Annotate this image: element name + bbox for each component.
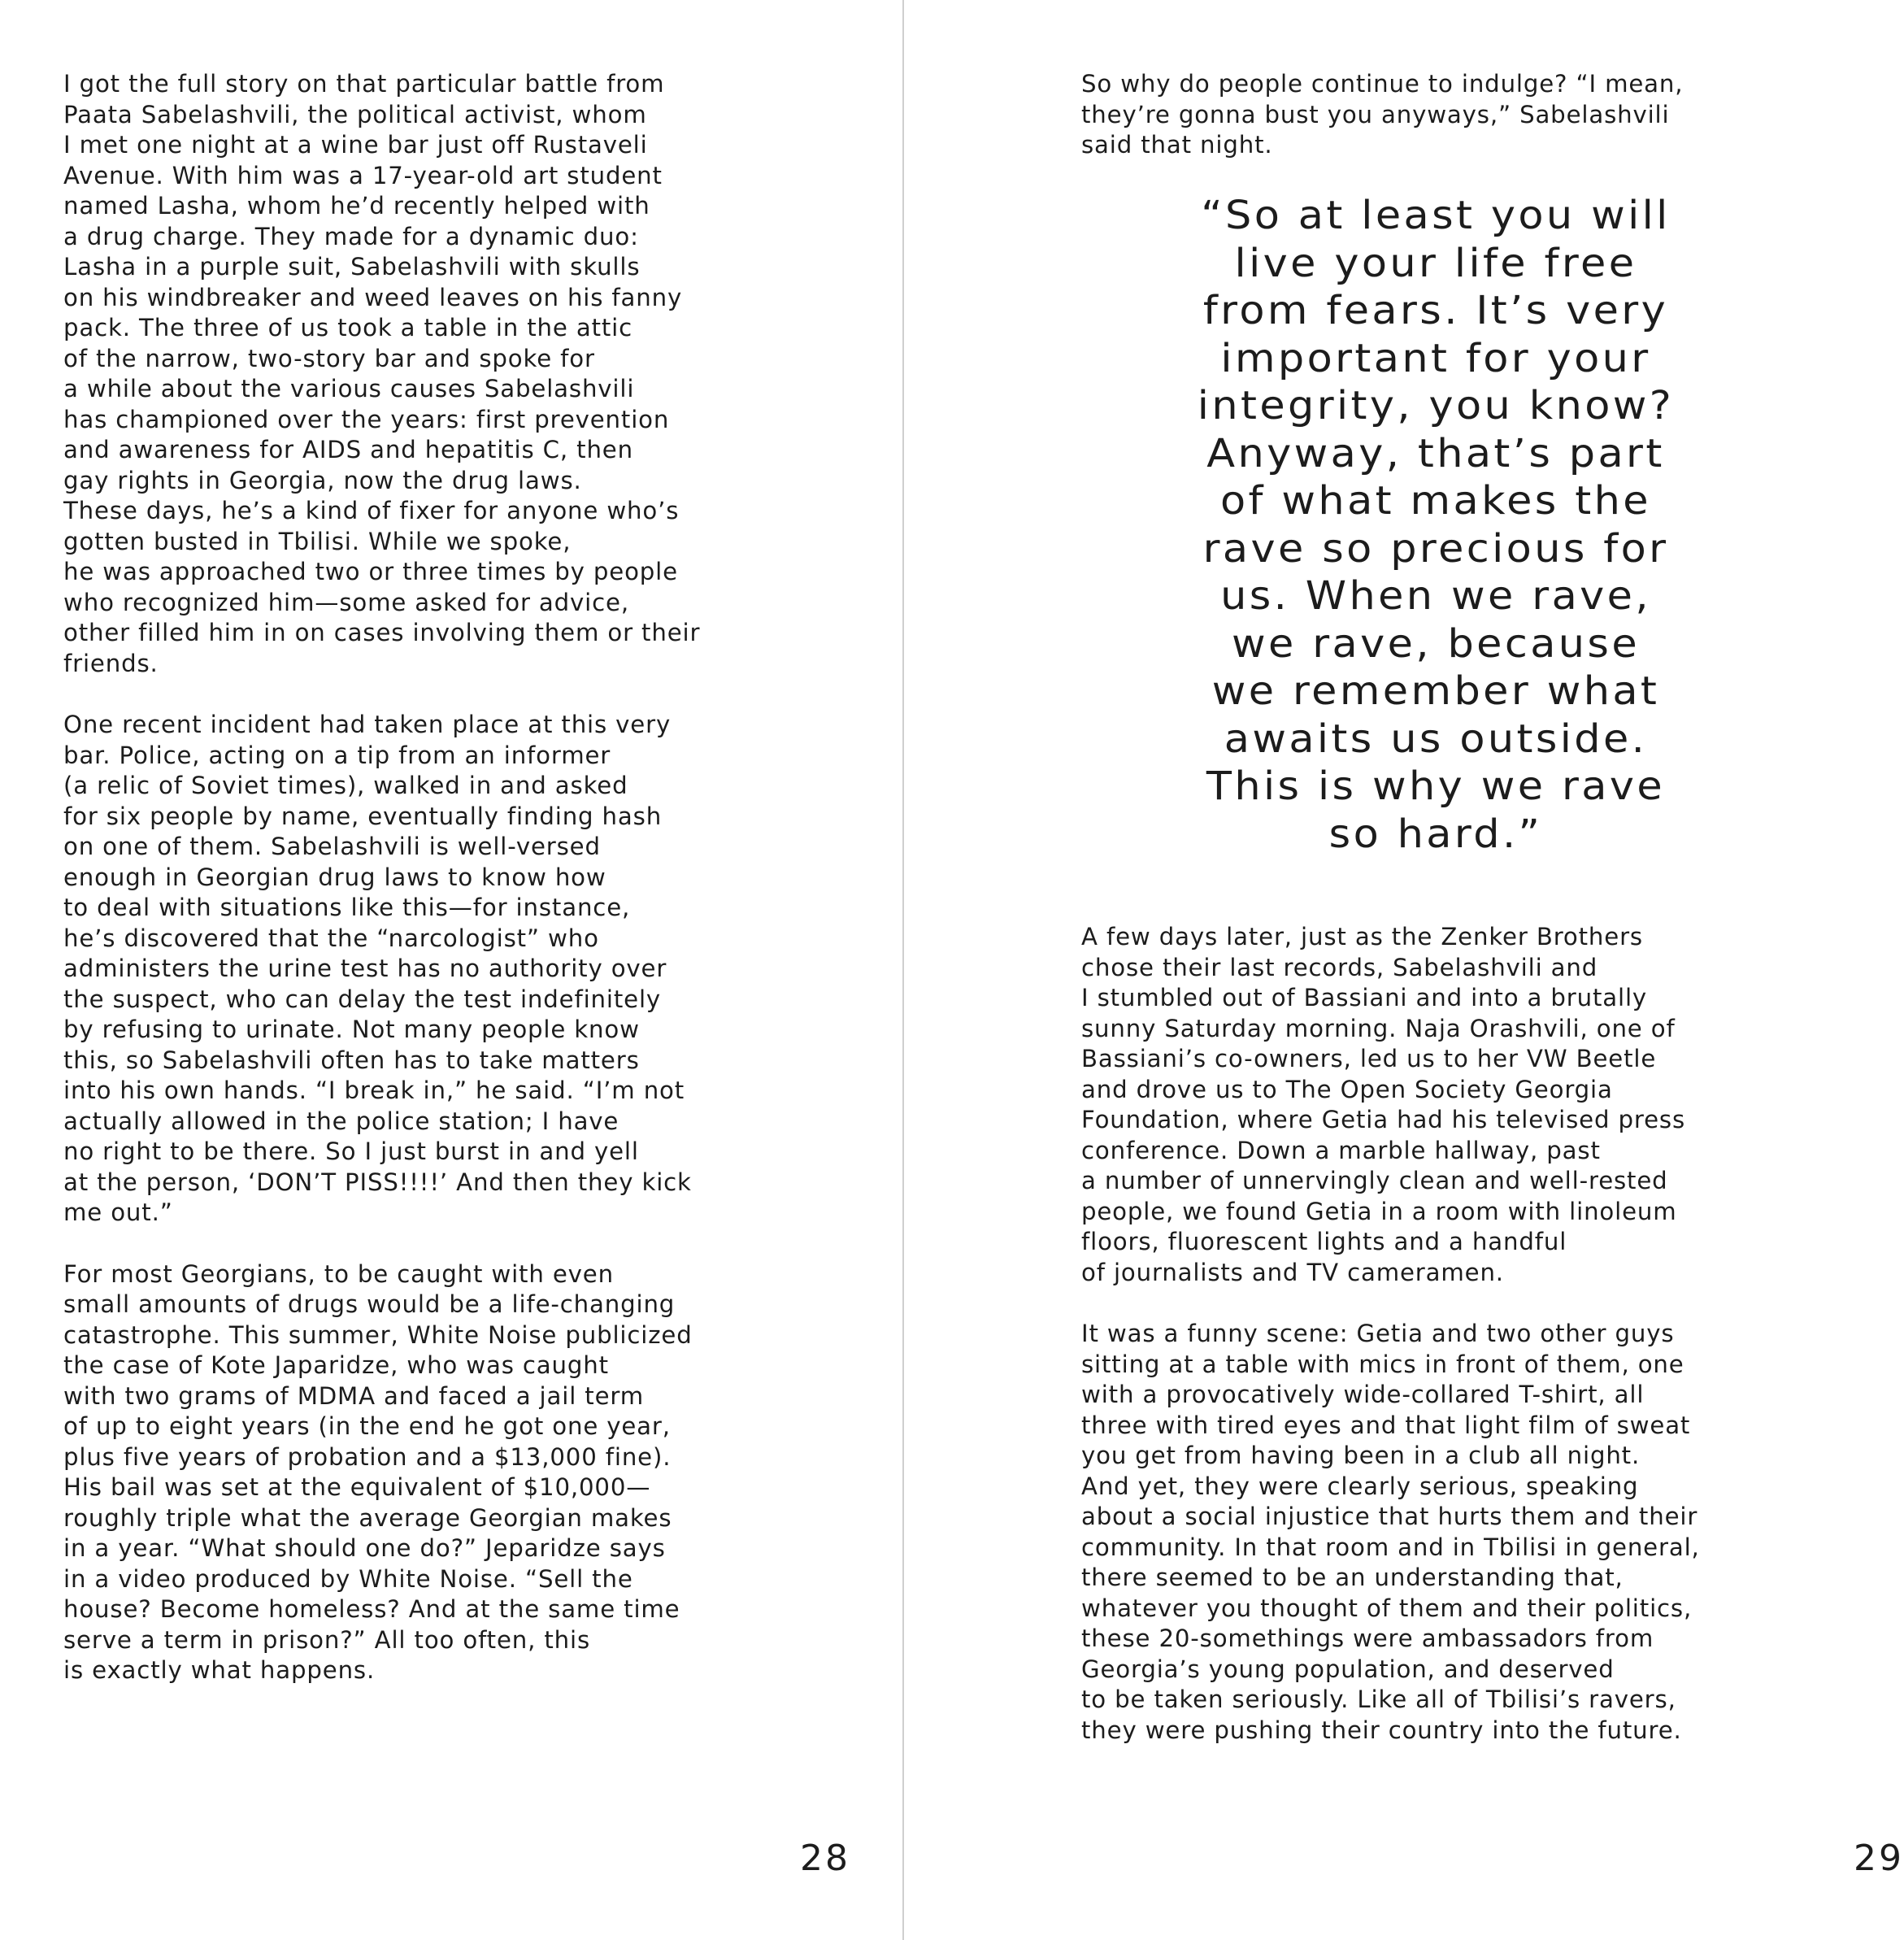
- right-intro-column: [1081, 69, 1797, 192]
- article-paragraph: It was a funny scene: Getia and two other guys sitting at a table with mics in front of them, one with a provocatively wide-collared T-shirt, all three with tired eyes and that light film of sweat you get from having been in a club all night. And yet, they were clearly serious, speaking about a social injustice that hurts them and their community. In that room and in Tbilisi in general, there seemed to be an understanding that, whatever you thought of them and their politics, these 20-somethings were ambassadors from Georgia’s young population, and deserved to be taken seriously. Like all of Tbilisi’s ravers, they were pushing their country into the future.: [1081, 1320, 1700, 1744]
- article-paragraph: One recent incident had taken place at this very bar. Police, acting on a tip from an informer (a relic of Soviet times), walked in and asked for six people by name, eventually finding hash on one of them. Sabelashvili is well-versed enough in Georgian drug laws to know how to deal with situations like this—for instance, he’s discovered that the “narcologist” who administers the urine test has no authority over the suspect, who can delay the test indefinitely by refusing to urinate. Not many people know this, so Sabelashvili often has to take matters into his own hands. “I break in,” he said. “I’m not actually allowed in the police station; I have no right to be there. So I just burst in and yell at the person, ‘DON’T PISS!!!!’ And then they kick me out.”: [63, 711, 692, 1226]
- article-paragraph: So why do people continue to indulge? “I mean, they’re gonna bust you anyways,” Sabelashvili said that night.: [1081, 70, 1684, 159]
- page-number-right: 29: [1854, 1838, 1904, 1879]
- pull-quote: “So at least you will live your life free from fears. It’s very important for your integrity, you know? Anyway, that’s part of what makes the rave so precious for us. When we rave, we rave, because we remember what awaits us outside. This is why we rave so hard.”: [1197, 193, 1675, 857]
- right-article-column: [1081, 922, 1797, 1777]
- left-page: [0, 0, 902, 1940]
- article-paragraph: For most Georgians, to be caught with even small amounts of drugs would be a life-changing catastrophe. This summer, White Noise publicized the case of Kote Japaridze, who was caught with two grams of MDMA and faced a jail term of up to eight years (in the end he got one year, plus five years of probation and a $13,000 fine). His bail was set at the equivalent of $10,000— roughly triple what the average Georgian makes in a year. “What should one do?” Jeparidze says in a video produced by White Noise. “Sell the house? Become homeless? And at the same time serve a term in prison?” All too often, this is exactly what happens.: [63, 1259, 693, 1684]
- article-paragraph: A few days later, just as the Zenker Brothers chose their last records, Sabelashvili and I stumbled out of Bassiani and into a brutally sunny Saturday morning. Naja Orashvili, one of Bassiani’s co-owners, led us to her VW Beetle and drove us to The Open Society Georgia Foundation, where Getia had his televised press conference. Down a marble hallway, past a number of unnervingly clean and well-rested people, we found Getia in a room with linoleum floors, fluorescent lights and a handful of journalists and TV cameramen.: [1081, 923, 1685, 1286]
- article-paragraph: I got the full story on that particular battle from Paata Sabelashvili, the political activist, whom I met one night at a wine bar just off Rustaveli Avenue. With him was a 17-year-old art student named Lasha, whom he’d recently helped with a drug charge. They made for a dynamic duo: Lasha in a purple suit, Sabelashvili with skulls on his windbreaker and weed leaves on his fanny pack. The three of us took a table in the attic of the narrow, two-story bar and spoke for a while about the various causes Sabelashvili has championed over the years: first prevention and awareness for AIDS and hepatitis C, then gay rights in Georgia, now the drug laws. These days, he’s a kind of fixer for anyone who’s gotten busted in Tbilisi. While we spoke, he was approached two or three times by people who recognized him—some asked for advice, other filled him in on cases involving them or their friends.: [63, 70, 701, 677]
- right-page: [904, 0, 1904, 1940]
- left-article-column: [63, 69, 876, 1717]
- page-number-left: 28: [800, 1838, 850, 1879]
